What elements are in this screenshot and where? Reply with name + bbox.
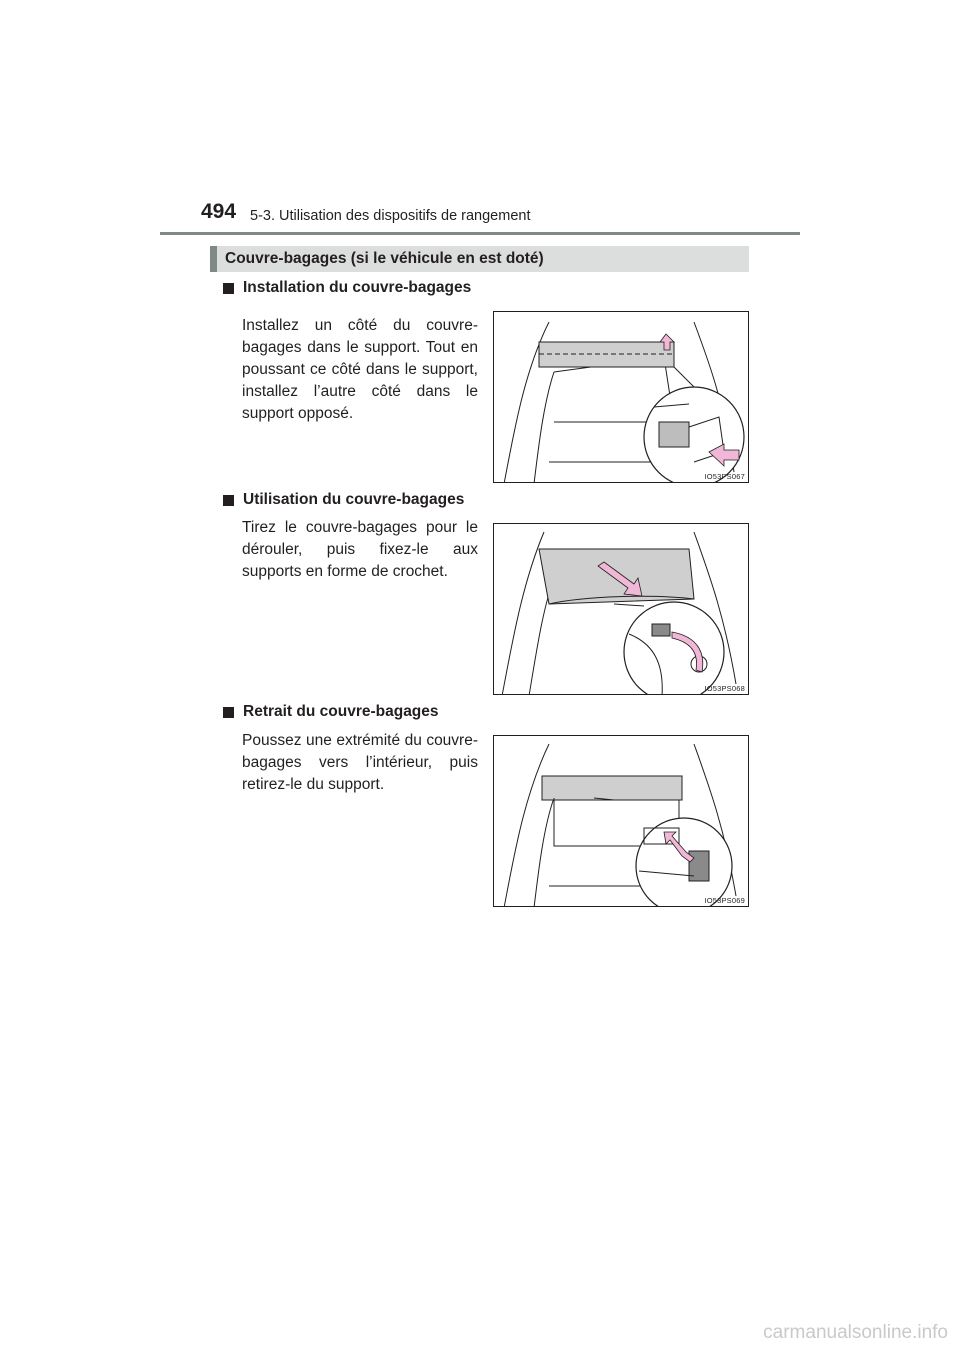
- figure-code: IO53PS068: [704, 684, 745, 693]
- section-title: 5-3. Utilisation des dispositifs de rangement: [250, 208, 531, 224]
- subheading-retrait-text: Retrait du couvre-bagages: [243, 703, 439, 720]
- bullet-square-icon: [223, 707, 234, 718]
- subheading-utilisation-text: Utilisation du couvre-bagages: [243, 491, 465, 508]
- bullet-square-icon: [223, 283, 234, 294]
- page-number: 494: [201, 200, 237, 223]
- trunk-illustration-icon: [494, 736, 749, 907]
- heading-text: Couvre-bagages (si le véhicule en est doté): [225, 250, 544, 267]
- subheading-installation-text: Installation du couvre-bagages: [243, 279, 472, 296]
- figure-code: IO53PS067: [704, 472, 745, 481]
- header-rule: [160, 232, 800, 235]
- body-retrait: Poussez une extrémité du couvre-bagages vers l’intérieur, puis retirez-le du support.: [242, 732, 478, 793]
- figure-retrait: [493, 735, 749, 907]
- figure-installation: [493, 311, 749, 483]
- subheading-installation: [223, 279, 471, 297]
- bullet-square-icon: [223, 495, 234, 506]
- heading-accent: [210, 246, 217, 272]
- body-utilisation: Tirez le couvre-bagages pour le dérouler, puis fixez-le aux supports en forme de crochet.: [242, 519, 478, 580]
- subheading-retrait: [223, 703, 439, 721]
- figure-utilisation: [493, 523, 749, 695]
- watermark: carmanualsonline.info: [763, 1322, 948, 1343]
- subheading-utilisation: [223, 491, 464, 509]
- heading-bar: [210, 246, 749, 272]
- trunk-illustration-icon: [494, 524, 749, 695]
- body-installation: Installez un côté du couvre-bagages dans le support. Tout en poussant ce côté dans le support, installez l’autre côté dans le support opposé.: [242, 317, 478, 422]
- trunk-illustration-icon: [494, 312, 749, 483]
- figure-code: IO53PS069: [704, 896, 745, 905]
